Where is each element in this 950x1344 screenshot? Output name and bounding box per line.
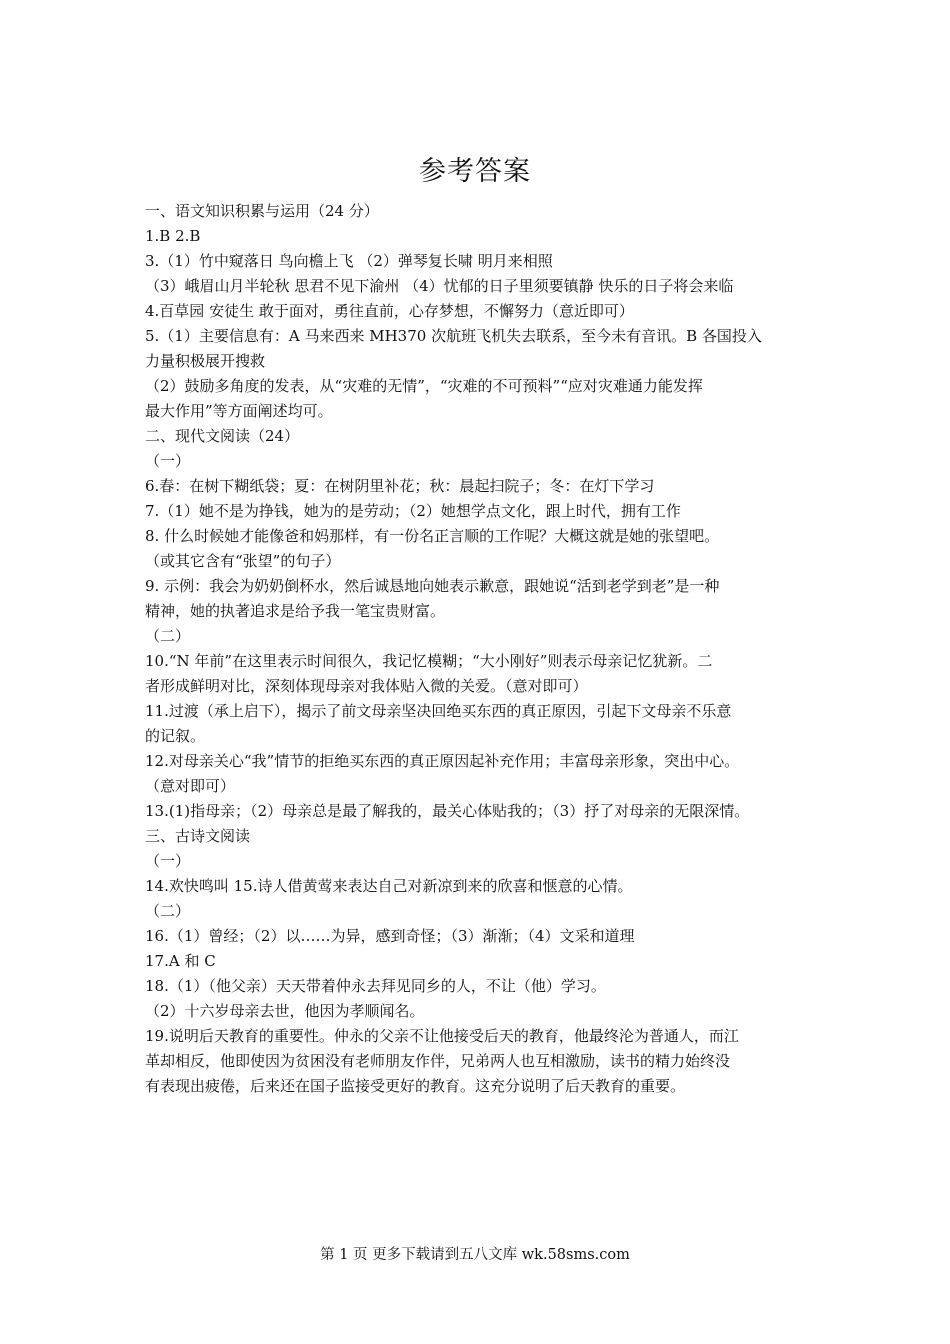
answer-line: 力量积极展开搜救 bbox=[145, 352, 266, 370]
section-heading: 三、古诗文阅读 bbox=[145, 827, 251, 845]
answer-line: 17.A 和 C bbox=[145, 952, 216, 970]
subsection-heading: （一） bbox=[145, 852, 191, 870]
answer-line: 革却相反，他即使因为贫困没有老师朋友作伴，兄弟两人也互相激励，读书的精力始终没 bbox=[145, 1052, 731, 1070]
answer-line: 7.（1）她不是为挣钱，她为的是劳动；（2）她想学点文化，跟上时代，拥有工作 bbox=[145, 502, 681, 520]
answer-line: 18.（1）（他父亲）天天带着仲永去拜见同乡的人，不让（他）学习。 bbox=[145, 977, 606, 995]
section-heading: 二、现代文阅读（24） bbox=[145, 427, 300, 445]
page-title: 参考答案 bbox=[419, 156, 531, 187]
answer-line: 最大作用”等方面阐述均可。 bbox=[145, 402, 333, 420]
answer-content bbox=[145, 199, 817, 1099]
page-footer: 第 1 页 更多下载请到五八文库 wk.58sms.com bbox=[320, 1247, 630, 1263]
answer-line: 10.“N 年前”在这里表示时间很久，我记忆模糊；“大小刚好”则表示母亲记忆犹新。二 bbox=[145, 652, 713, 670]
answer-line: 3.（1）竹中窥落日 鸟向檐上飞 （2）弹琴复长啸 明月来相照 bbox=[145, 252, 553, 270]
answer-line: （意对即可） bbox=[145, 777, 236, 795]
answer-line: 有表现出疲倦，后来还在国子监接受更好的教育。这充分说明了后天教育的重要。 bbox=[145, 1077, 686, 1095]
answer-line: 8. 什么时候她才能像爸和妈那样，有一份名正言顺的工作呢？大概这就是她的张望吧。 bbox=[145, 527, 720, 545]
answer-line: 14.欢快鸣叫 15.诗人借黄莺来表达自己对新凉到来的欣喜和惬意的心情。 bbox=[145, 877, 633, 895]
answer-line: 者形成鲜明对比，深刻体现母亲对我体贴入微的关爱。（意对即可） bbox=[145, 677, 588, 695]
answer-line: 4.百草园 安徒生 敢于面对，勇往直前，心存梦想，不懈努力（意近即可） bbox=[145, 302, 634, 320]
subsection-heading: （一） bbox=[145, 452, 191, 470]
answer-line: 1.B 2.B bbox=[145, 227, 201, 245]
answer-line: 精神，她的执著追求是给予我一笔宝贵财富。 bbox=[145, 602, 446, 620]
answer-line: 的记叙。 bbox=[145, 727, 206, 745]
answer-line: 16.（1）曾经；（2）以……为异，感到奇怪；（3）渐渐；（4）文采和道理 bbox=[145, 927, 635, 945]
answer-line: 13.(1)指母亲；（2）母亲总是最了解我的，最关心体贴我的；（3）抒了对母亲的无限深情。 bbox=[145, 802, 750, 820]
answer-line: 9. 示例：我会为奶奶倒杯水，然后诚恳地向她表示歉意，跟她说“活到老学到老”是一种 bbox=[145, 577, 720, 595]
subsection-heading: （二） bbox=[145, 627, 191, 645]
answer-line: （2）鼓励多角度的发表，从“灾难的无情”，“灾难的不可预料”“应对灾难通力能发挥 bbox=[145, 377, 703, 395]
answer-line: （3）峨眉山月半轮秋 思君不见下渝州 （4）忧郁的日子里须要镇静 快乐的日子将会来临 bbox=[145, 277, 734, 295]
answer-line: 5.（1）主要信息有：A 马来西来 MH370 次航班飞机失去联系，至今未有音讯。B 各国投入 bbox=[145, 327, 762, 345]
subsection-heading: （二） bbox=[145, 902, 191, 920]
answer-line: 19.说明后天教育的重要性。仲永的父亲不让他接受后天的教育，他最终沦为普通人，而江 bbox=[145, 1027, 739, 1045]
answer-line: 11.过渡（承上启下），揭示了前文母亲坚决回绝买东西的真正原因，引起下文母亲不乐意 bbox=[145, 702, 732, 720]
answer-line: 12.对母亲关心“我”情节的拒绝买东西的真正原因起补充作用；丰富母亲形象，突出中心。 bbox=[145, 752, 740, 770]
answer-line: （2）十六岁母亲去世，他因为孝顺闻名。 bbox=[145, 1002, 425, 1020]
answer-line: 6.春：在树下糊纸袋；夏：在树阴里补花；秋：晨起扫院子；冬：在灯下学习 bbox=[145, 477, 655, 495]
answer-line: （或其它含有“张望”的句子） bbox=[145, 552, 341, 570]
section-heading: 一、语文知识积累与运用（24 分） bbox=[145, 202, 379, 220]
